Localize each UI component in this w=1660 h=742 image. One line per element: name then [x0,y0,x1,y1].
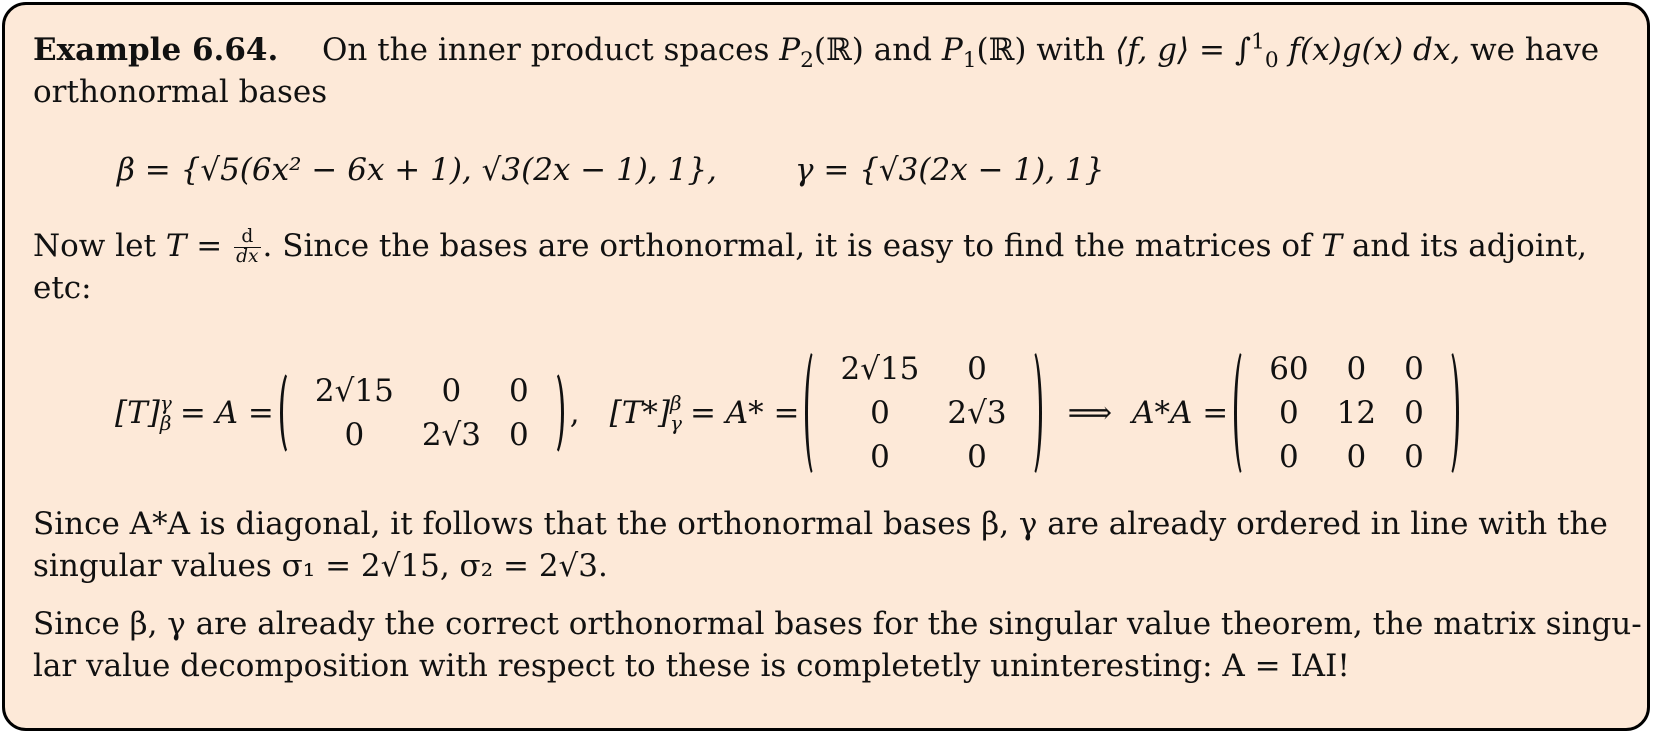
matrix-cell: 0 [870,438,890,475]
AstarA-lhs: A*A = [1132,394,1229,431]
and-text: and [873,32,933,68]
paren-left [805,347,822,479]
frac-num: d [234,228,260,248]
matrix-row-0 [301,369,543,413]
matrix-cell: 0 [967,438,987,475]
matrix-cell: 2√3 [421,416,482,453]
integrand: f(x)g(x) dx, [1288,32,1461,68]
matrix-row-2 [826,435,1020,479]
para4-line1: Since β, γ are already the correct orthonormal bases for the singular value theorem, the matrix singu- [33,606,1642,642]
matrix-row-1 [1255,391,1438,435]
field2: (ℝ) [976,32,1027,68]
matrix-cell: 0 [1346,438,1367,475]
lhs1: [T] [115,394,160,431]
para2-end: and its adjoint, [1351,228,1588,264]
with-text: with [1036,32,1106,68]
matrix-cell: 0 [1279,438,1299,475]
matrix-Astar [805,347,1041,479]
lhs1-sup: γ [159,390,172,415]
para3-line1: Since A*A is diagonal, it follows that the orthonormal bases β, γ are already ordered in line with the [33,506,1608,542]
int-lower: 0 [1264,48,1279,74]
space2-sub: 1 [962,48,977,74]
matrix-cell: 0 [1346,350,1367,387]
T-symbol: T [1321,228,1343,264]
matrix-cell: 0 [1404,350,1424,387]
matrix-cell: 0 [1279,394,1299,431]
we-have: we have [1470,32,1600,68]
matrix-row-0 [1255,347,1438,391]
matrix-cell: 2√15 [314,372,394,409]
para2-line1 [33,227,1587,267]
space2: P [941,32,963,68]
matrix-row [115,345,1465,480]
matrix-cell: 0 [509,372,529,409]
lhs2-sub: γ [669,410,682,435]
para2-rest: . Since the bases are orthonormal, it is easy to find the matrices of [262,228,1312,264]
eq-A: = A = [179,394,274,431]
paren-right [547,369,564,457]
beta-basis: β = {√5(6x² − 6x + 1), √3(2x − 1), 1}, [117,152,717,188]
paren-left [1234,347,1251,479]
paren-right [1025,347,1042,479]
derivative-fraction [234,228,260,266]
matrix-cell: 2√3 [947,394,1007,431]
field1: (ℝ) [813,32,864,68]
matrix-cell: 0 [509,416,529,453]
matrix-cell: 0 [441,372,462,409]
example-box [2,2,1650,731]
matrix-cell: 12 [1336,394,1377,431]
frac-den: dx [236,246,259,267]
lhs1-sub: β [159,410,172,435]
intro-text: On the inner product spaces [321,32,770,68]
matrix-cell: 0 [1404,394,1424,431]
paren-right [1442,347,1459,479]
para3-line2: singular values σ₁ = 2√15, σ₂ = 2√3. [33,548,608,584]
matrix-cell: 0 [870,394,890,431]
matrix-cell: 2√15 [840,350,920,387]
matrix-row-1 [301,413,543,457]
comma: , [569,394,580,431]
eq-Astar: = A* = [689,394,800,431]
lhs2: [T*] [609,394,670,431]
now-let: Now let [33,228,156,264]
matrix-row-0 [826,347,1020,391]
implies-arrow: ⟹ [1067,394,1113,431]
space1-sub: 2 [800,48,814,74]
matrix-A [280,369,564,457]
matrix-row-2 [1255,435,1438,479]
matrix-cell: 0 [1404,438,1424,475]
matrix-cell: 0 [344,416,365,453]
space1: P [779,32,801,68]
paren-left [280,369,297,457]
gamma-basis: γ = {√3(2x − 1), 1} [795,152,1105,188]
para2-line2: etc: [33,270,92,306]
example-label: Example 6.64. [33,32,279,68]
matrix-AstarA [1234,347,1459,479]
intro-line-2: orthonormal bases [33,74,328,110]
intro-line [33,29,1600,74]
matrix-cell: 60 [1269,350,1309,387]
matrix-cell: 0 [967,350,987,387]
T-eq: T = [165,228,223,264]
matrix-row-1 [826,391,1020,435]
lhs2-sup: β [669,390,682,415]
inner-product: ⟨f, g⟩ = ∫ [1115,32,1252,68]
int-upper: 1 [1251,29,1265,55]
para4-line2: lar value decomposition with respect to these is completetly uninteresting: A = IAI! [33,648,1350,684]
